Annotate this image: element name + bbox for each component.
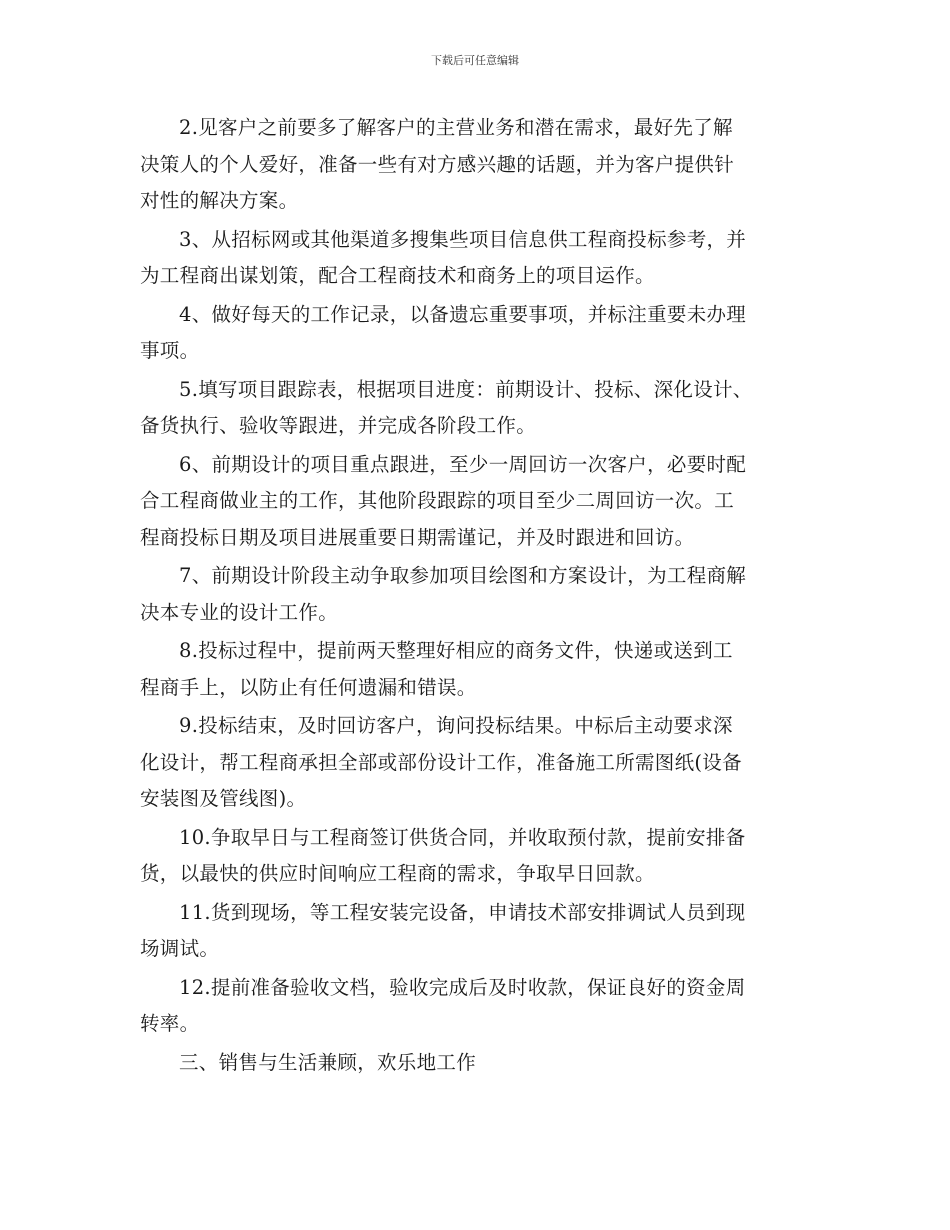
- paragraph-12: [140, 970, 810, 1043]
- paragraph-line: 2.见客户之前要多了解客户的主营业务和潜在需求，最好先了解: [179, 116, 733, 139]
- paragraph-line: 备货执行、验收等跟进，并完成各阶段工作。: [140, 414, 537, 437]
- paragraph-line: 4、做好每天的工作记录，以备遗忘重要事项，并标注重要未办理: [179, 302, 747, 326]
- page-header: 下载后可任意编辑: [431, 54, 519, 67]
- paragraph-line: 11.货到现场，等工程安装完设备，申请技术部安排调试人员到现: [179, 900, 746, 924]
- paragraph-10: [140, 820, 810, 893]
- paragraph-line: 事项。: [140, 339, 200, 362]
- paragraph-line: 3、从招标网或其他渠道多搜集些项目信息供工程商投标参考，并: [179, 227, 747, 251]
- paragraph-line: 化设计，帮工程商承担全部或部份设计工作，准备施工所需图纸(设备: [140, 750, 742, 774]
- paragraph-line: 决本专业的设计工作。: [140, 600, 339, 624]
- paragraph-line: 10.争取早日与工程商签订供货合同，并收取预付款，提前安排备: [179, 825, 746, 849]
- paragraph-line: 转率。: [140, 1012, 200, 1035]
- paragraph-line: 合工程商做业主的工作，其他阶段跟踪的项目至少二周回访一次。工: [140, 489, 735, 512]
- paragraph-9: [140, 708, 810, 818]
- paragraph-5: [140, 372, 810, 445]
- paragraph-line: 程商投标日期及项目进展重要日期需谨记，并及时跟进和回访。: [140, 525, 695, 549]
- paragraph-line: 对性的解决方案。: [140, 189, 299, 212]
- paragraph-11: [140, 895, 810, 968]
- paragraph-line: 5.填写项目跟踪表，根据项目进度：前期设计、投标、深化设计、: [179, 377, 753, 401]
- paragraph-7: [140, 558, 810, 631]
- paragraph-line: 决策人的个人爱好，准备一些有对方感兴趣的话题，并为客户提供针: [140, 152, 735, 176]
- paragraph-line: 7、前期设计阶段主动争取参加项目绘图和方案设计，为工程商解: [179, 564, 747, 587]
- paragraph-line: 9.投标结束，及时回访客户，询问投标结果。中标后主动要求深: [179, 714, 733, 737]
- paragraph-line: 为工程商出谋划策，配合工程商技术和商务上的项目运作。: [140, 264, 655, 287]
- section-heading: [140, 1045, 810, 1082]
- paragraph-8: [140, 633, 810, 706]
- document-body: [140, 110, 810, 1083]
- paragraph-line: 12.提前准备验收文档，验收完成后及时收款，保证良好的资金周: [179, 975, 746, 999]
- paragraph-line: 6、前期设计的项目重点跟进，至少一周回访一次客户，必要时配: [179, 452, 747, 476]
- paragraph-4: [140, 297, 810, 370]
- paragraph-line: 货，以最快的供应时间响应工程商的需求，争取早日回款。: [140, 862, 655, 885]
- paragraph-2: [140, 110, 810, 220]
- paragraph-line: 程商手上，以防止有任何遗漏和错误。: [140, 675, 477, 699]
- section-heading-text: 三、销售与生活兼顾，欢乐地工作: [179, 1050, 477, 1074]
- paragraph-6: [140, 447, 810, 557]
- paragraph-line: 安装图及管线图)。: [140, 787, 307, 810]
- paragraph-3: [140, 222, 810, 295]
- paragraph-line: 8.投标过程中，提前两天整理好相应的商务文件，快递或送到工: [179, 639, 733, 662]
- paragraph-line: 场调试。: [140, 937, 220, 960]
